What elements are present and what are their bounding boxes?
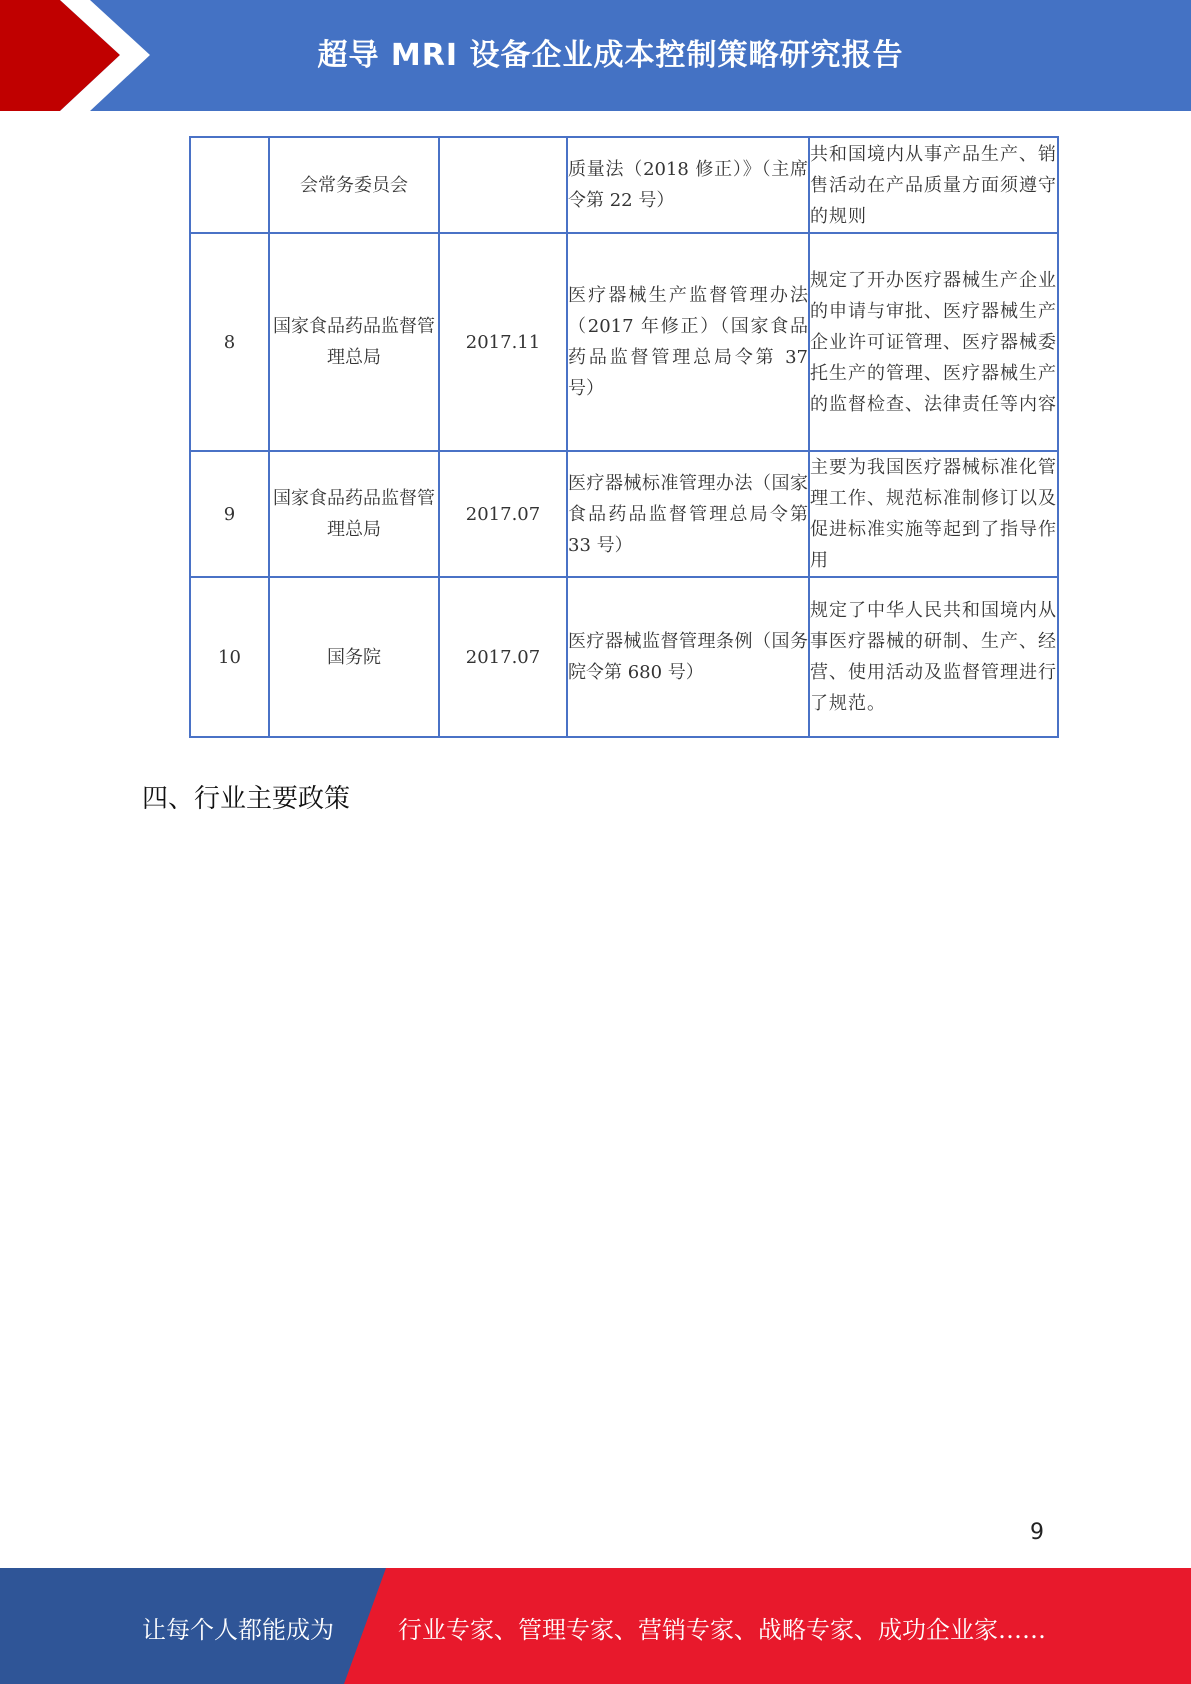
regulation-table	[189, 136, 1059, 738]
report-title: 超导 MRI 设备企业成本控制策略研究报告	[317, 38, 904, 73]
issuing-authority-cell	[269, 137, 439, 233]
regulation-description: 共和国境内从事产品生产、销售活动在产品质量方面须遵守的规则	[810, 143, 1057, 227]
regulation-description-cell	[809, 451, 1058, 577]
regulation-description: 主要为我国医疗器械标准化管理工作、规范标准制修订以及促进标准实施等起到了指导作用	[810, 457, 1057, 571]
page-header	[0, 0, 1191, 111]
issue-date-cell	[439, 137, 567, 233]
issue-date-cell: 2017.07	[439, 577, 567, 737]
issuing-authority-cell	[269, 451, 439, 577]
row-number-cell: 8	[190, 233, 269, 451]
row-number-cell: 9	[190, 451, 269, 577]
regulation-name-cell	[567, 577, 809, 737]
regulation-name: 医疗器械标准管理办法（国家食品药品监督管理总局令第 33 号）	[568, 472, 808, 556]
issuing-authority: 国家食品药品监督管理总局	[273, 316, 435, 368]
regulation-name-cell	[567, 451, 809, 577]
regulation-description: 规定了中华人民共和国境内从事医疗器械的研制、生产、经营、使用活动及监督管理进行了规范。	[810, 600, 1057, 714]
table-row	[190, 577, 1058, 737]
regulation-table-container	[189, 136, 1057, 740]
issuing-authority: 国务院	[327, 646, 381, 668]
table-row	[190, 233, 1058, 451]
issue-date-cell: 2017.07	[439, 451, 567, 577]
issuing-authority-cell	[269, 577, 439, 737]
issue-date-cell: 2017.11	[439, 233, 567, 451]
row-number-cell: 10	[190, 577, 269, 737]
issuing-authority: 国家食品药品监督管理总局	[273, 488, 435, 540]
regulation-name: 医疗器械生产监督管理办法（2017 年修正）（国家食品药品监督管理总局令第 37 号）	[568, 285, 808, 399]
regulation-description-cell	[809, 137, 1058, 233]
section-heading: 四、行业主要政策	[142, 784, 351, 814]
page-footer	[0, 1568, 1191, 1684]
regulation-name: 医疗器械监督管理条例（国务院令第 680 号）	[568, 631, 808, 683]
page-number: 9	[1030, 1520, 1044, 1545]
footer-slogan-left: 让每个人都能成为	[142, 1616, 334, 1644]
issuing-authority-cell	[269, 233, 439, 451]
row-number-cell	[190, 137, 269, 233]
table-row	[190, 451, 1058, 577]
regulation-name: 质量法（2018 修正）》（主席令第 22 号）	[568, 159, 808, 211]
regulation-description: 规定了开办医疗器械生产企业的申请与审批、医疗器械生产企业许可证管理、医疗器械委托生产的管理、医疗器械生产的监督检查、法律责任等内容	[810, 269, 1057, 415]
regulation-name-cell	[567, 137, 809, 233]
regulation-description-cell	[809, 577, 1058, 737]
footer-slogan-right: 行业专家、管理专家、营销专家、战略专家、成功企业家……	[398, 1616, 1046, 1644]
regulation-description-cell	[809, 233, 1058, 451]
table-row	[190, 137, 1058, 233]
issuing-authority: 会常务委员会	[300, 174, 408, 196]
regulation-name-cell	[567, 233, 809, 451]
